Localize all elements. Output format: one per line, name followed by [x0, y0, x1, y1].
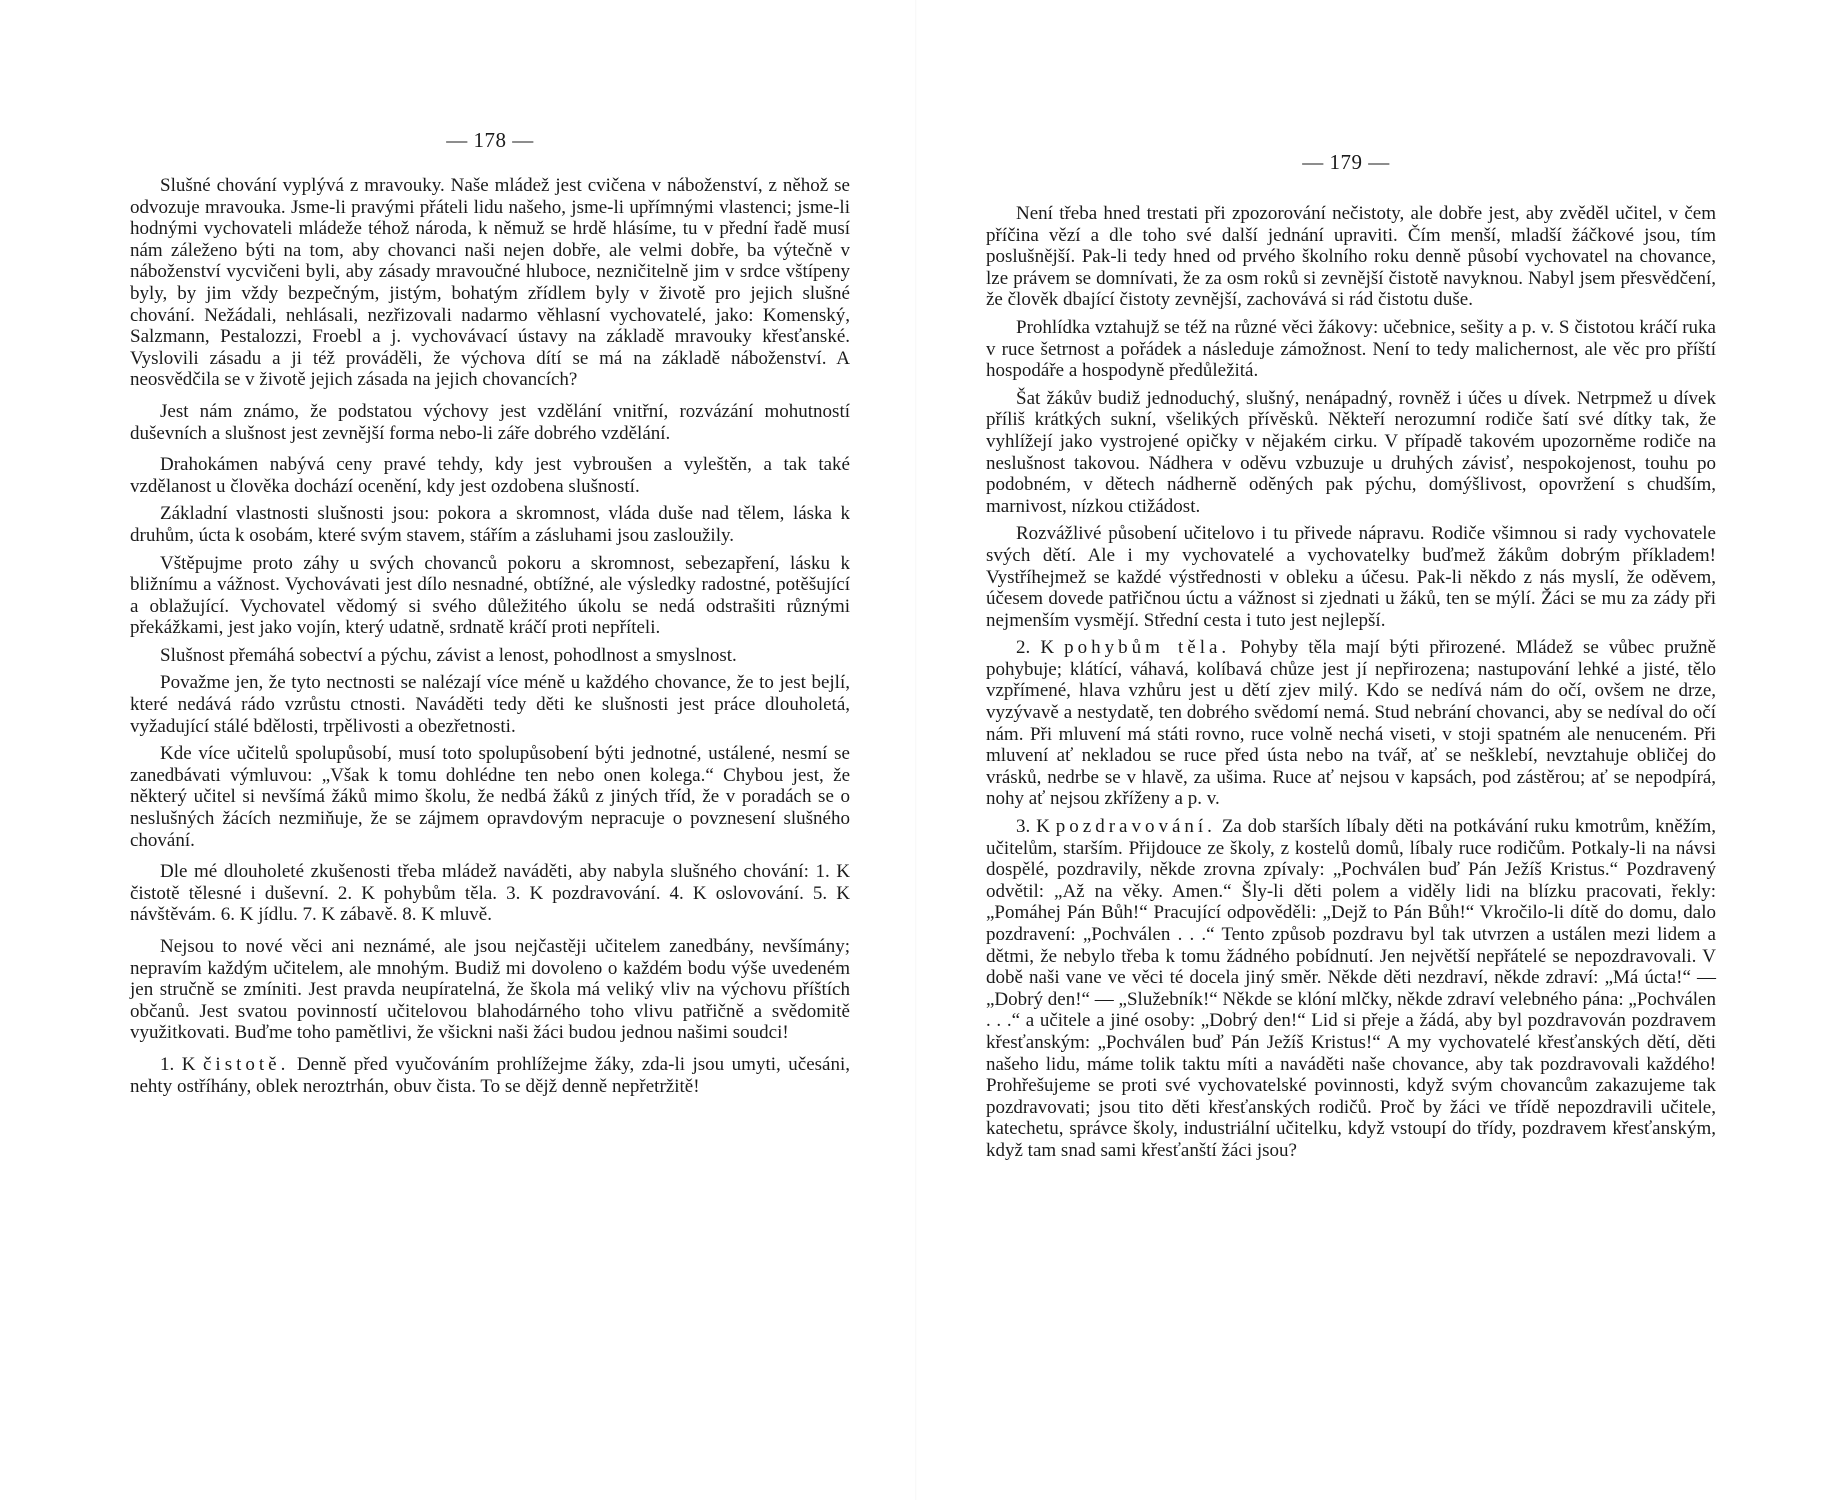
paragraph: Jest nám známo, že podstatou výchovy jest vzdělání vnitřní, rozvázání mohutností duševních a slušnost jest zevnější forma nebo-li záře dobrého vzdělání. — [130, 400, 850, 444]
section-heading: pozdravování. — [1055, 816, 1216, 838]
section-body-movements — [986, 637, 1716, 810]
section-number: 3. K — [1016, 816, 1056, 838]
paragraph: Slušné chování vyplývá z mravouky. Naše mládež jest cvičena v náboženství, z něhož se odvozuje mravouka. Jsme-li pravými přáteli lidu našeho, jsme-li upřímnými vlastenci; jsme-li hodnými vychovateli mládeže téhož národa, k němuž se hrdě hlásíme, tu v přední řadě musí nám záleženo býti na tom, aby chovanci naši nejen dobře, ale velmi dobře, ba výtečně v náboženství vycvičeni byli, aby zásady mravoučné hluboce, nezničitelně jim v srdce vštípeny byly, by jim vždy bezpečným, jistým, bohatým zřídlem byly v životě pro jejich slušné chování. Nežádali, nehlásali, nezřizovali nadarmo věhlasní vychovatelé, jako: Komenský, Salzmann, Pestalozzi, Froebl a j. vychovávací ústavy na základě mravouky křesťanské. Vyslovili zásadu a ji též prováděli, že výchova dítí se má na základě náboženství. A neosvědčila se v životě jejich zásada na jejich chovancích? — [130, 175, 850, 391]
left-text-column — [130, 175, 850, 1097]
paragraph: Rozvážlivé působení učitelovo i tu přivede nápravu. Rodiče všimnou si rady vychovatele svých dětí. Ale i my vychovatelé a vychovatelky buďmež žákům dobrým příkladem! Vystříhejmež se každé výstřednosti v obleku a účesu. Pak-li někdo z nás myslí, že oděvem, účesem dovede patřičnou úctu a vážnost si zjednati u žáků, ten se mýlí. Žáci se mu za zády při nejmenším vysmějí. Střední cesta i tuto jest nejlepší. — [986, 523, 1716, 631]
section-text: Denně před vyučováním prohlížejme žáky, zda-li jsou umyti, učesáni, nehty ostříhány, oblek neroztrhán, obuv čista. To se dějž denně nepřetržitě! — [130, 1053, 850, 1097]
section-greeting — [986, 816, 1716, 1162]
section-number: 1. K — [160, 1053, 203, 1075]
right-page — [916, 0, 1832, 1500]
paragraph: Základní vlastnosti slušnosti jsou: pokora a skromnost, vláda duše nad tělem, láska k druhům, úcta k osobám, které svým stavem, stářím a zásluhami jsou zasloužily. — [130, 503, 850, 546]
paragraph: Dle mé dlouholeté zkušenosti třeba mládež naváděti, aby nabyla slušného chování: 1. K čistotě tělesné i duševní. 2. K pohybům těla. 3. K pozdravování. 4. K oslovování. 5. K návštěvám. 6. K jídlu. 7. K zábavě. 8. K mluvě. — [130, 861, 850, 926]
page-number-left: — 178 — — [446, 128, 534, 152]
section-text: Za dob starších líbaly děti na potkávání ruku kmotrům, kněžím, učitelům, starším. Přijdouce ze školy, z kostelů domů, líbaly ruce rodičům. Potkaly-li na návsi dospělé, pozdravily, někde zrovna zpívaly: „Pochválen buď Pán Ježíš Kristus.“ Pozdravený odvětil: „Až na věky. Amen.“ Šly-li děti polem a viděly lidi na blízku pracovati, řekly: „Pomáhej Pán Bůh!“ Pracující odpověděli: „Dejž to Pán Bůh!“ Vkročilo-li dítě do domu, dalo pozdravení: „Pochválen . . .“ Tento způsob pozdravu byl tak utvrzen a ustálen mezi lidem a dětmi, že nebylo třeba k tomu žádného pobídnutí. Jen největší nepřátelé se nepozdravovali. V době naši vane ve věci té docela jiný směr. Někde děti nezdraví, někde zdraví: „Má úcta!“ — „Dobrý den!“ — „Služebník!“ Někde se klóní mlčky, někde zdraví velebného pána: „Pochválen . . .“ a učitele a jiné osoby: „Dobrý den!“ Lid si přeje a žádá, aby byl pozdravován pozdravem křesťanským: „Pochválen buď Pán Ježíš Kristus!“ A my vychovatelé křesťanských dětí, děti našeho lidu, máme tolik taktu míti a naváděti naše chovance, aby tak pozdravovali každého! Prohřešujeme se proti své vychovatelské povinnosti, když svým chovancům zakazujeme tak pozdravovati; jsou tito děti křesťanských rodičů. Proč by žáci ve třídě nepozdravili učitele, katechetu, správce školy, industriální učitelku, když vstoupí do třídy, pozdravem křesťanským, když tam snad sami křesťanští žáci jsou? — [986, 816, 1716, 1161]
section-heading: čistotě. — [202, 1053, 290, 1075]
paragraph: Není třeba hned trestati při zpozorování nečistoty, ale dobře jest, aby zvěděl učitel, v čem příčina vězí a dle toho své další jednání upraviti. Čím menší, mladší žáčkové jsou, tím poslušnější. Pak-li tedy hned od prvého školního roku denně působí vychovatel na chovance, lze právem se domnívati, že za osm roků si zevnější čistotě navyknou. Nabyl jsem přesvědčení, že člověk dbající čistoty zevnější, zachovává si rád čistotu duše. — [986, 203, 1716, 311]
paragraph: Vštěpujme proto záhy u svých chovanců pokoru a skromnost, sebezapření, lásku k bližnímu a vážnost. Vychovávati jest dílo nesnadné, obtížné, ale výsledky radostné, potěšující a oblažující. Vychovatel vědomý si svého důležitého úkolu se nedá odstrašiti různými překážkami, jest jako vojín, který udatně, srdnatě kráčí proti nepříteli. — [130, 552, 850, 639]
right-text-column — [986, 203, 1716, 1162]
paragraph: Prohlídka vztahujž se též na různé věci žákovy: učebnice, sešity a p. v. S čistotou kráčí ruka v ruce šetrnost a pořádek a následuje zámožnost. Není to tedy malichernost, ale věc pro příští hospodáře a hospodyně předůležitá. — [986, 316, 1716, 382]
section-cleanliness — [130, 1054, 850, 1097]
paragraph: Drahokámen nabývá ceny pravé tehdy, kdy jest vybroušen a vyleštěn, a tak také vzdělanost u člověka dochází ocenění, kdy jest ozdobena slušností. — [130, 454, 850, 497]
section-heading: pohybům těla. — [1064, 637, 1231, 659]
paragraph: Šat žákův budiž jednoduchý, slušný, nenápadný, rovněž i účes u dívek. Netrpmež u dívek příliš krátkých sukní, všelikých přívěsků. Někteří nerozumní rodiče šatí své dítky tak, že vyhlížejí jako vystrojené opičky v nějakém cirku. V případě takovém upozorněme rodiče na neslušnost takovou. Nádhera v oděvu vzbuzuje u druhých závisť, nespokojenost, touhu po podobném, v dětech nádherně oděných pak pýchu, domýšlivost, opovržení s chudším, marnivost, nízkou ctižádost. — [986, 387, 1716, 517]
paragraph: Slušnost přemáhá sobectví a pýchu, závist a lenost, pohodlnost a smyslnost. — [160, 644, 737, 666]
paragraph: Nejsou to nové věci ani neznámé, ale jsou nejčastěji učitelem zanedbány, nevšímány; nepravím každým učitelem, ale mnohým. Budiž mi dovoleno o každém bodu výše uvedeném jen stručně se zmíniti. Jest pravda neupíratelná, že škola má veliký vliv na výchovu příštích občanů. Jest svatou povinností učitelovou blahodárného toho vlivu patřičně a svědomitě využitkovati. Buďme toho pamětlivi, že všickni naši žáci budou jednou našimi soudci! — [130, 936, 850, 1044]
paragraph: Kde více učitelů spolupůsobí, musí toto spolupůsobení býti jednotné, ustálené, nesmí se zanedbávati výmluvou: „Však k tomu dohlédne ten nebo onen kolega.“ Chybou jest, že některý učitel si nevšímá žáků mimo školu, že nedbá žáků z jiných tříd, že v poradách se o neslušných žácích nezmiňuje, že se zájmem opravdovým nepracuje o povznesení slušného chování. — [130, 743, 850, 851]
page-number-right: — 179 — — [1302, 150, 1390, 174]
section-text: Pohyby těla mají býti přirozené. Mládež se vůbec pružně pohybuje; klátící, váhavá, kolíbavá chůze jest jí nepřirozena; nastupování lehké a jisté, tělo vzpřímené, hlava vzhůru jest u dětí zjev milý. Kdo se nedívá nám do očí, ovšem ne drze, vyzývavě a nestydatě, ten dobrého svědomí nemá. Stud nebrání chovanci, aby se nedíval do očí nám. Při mluvení má státi rovno, ruce volně nechá viseti, v stoji spatném ale nenuceném. Při mluvení ať nekladou se ruce před ústa nebo na tvář, ať se nešklebí, nevztahuje obličej do vrásků, nedrbe se v hlavě, za ušima. Ruce ať nejsou v kapsách, pod zástěrou; ať se nepodpírá, nohy ať nejsou zkříženy a p. v. — [986, 637, 1716, 810]
section-number: 2. K — [1016, 637, 1065, 659]
paragraph: Považme jen, že tyto nectnosti se nalézají více méně u každého chovance, že to jest bejlí, které nedává rádo vzrůstu ctnosti. Naváděti tedy děti ke slušnosti jest práce dlouholetá, vyžadující stálé bdělosti, trpělivosti a obezřetnosti. — [130, 672, 850, 737]
